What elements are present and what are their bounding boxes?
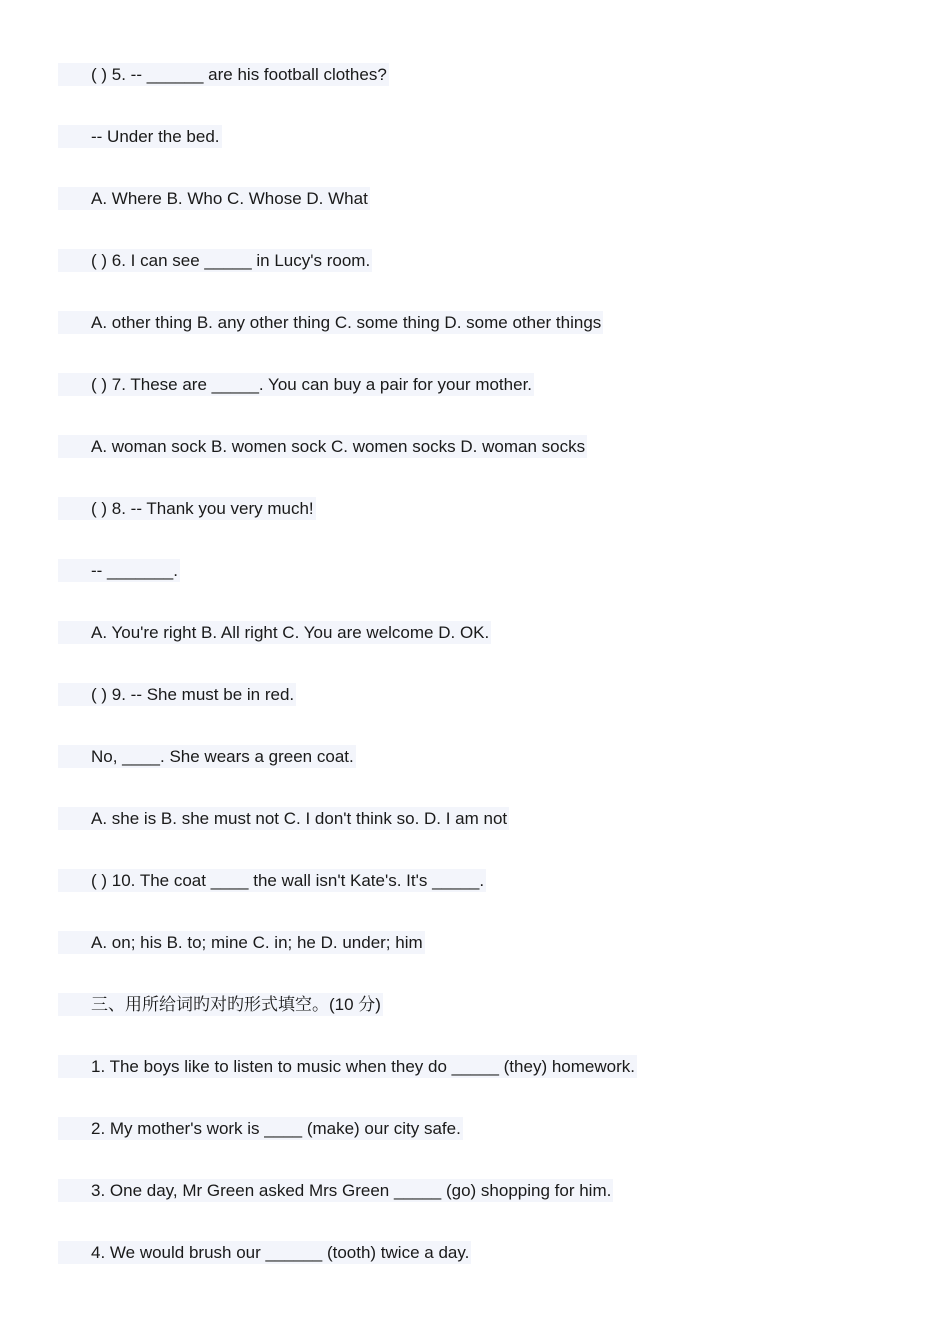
fill-in-item-4: 4. We would brush our ______ (tooth) twice a day. <box>58 1241 471 1264</box>
question-8-stem: ( ) 8. -- Thank you very much! <box>58 497 316 520</box>
fill-in-item-1: 1. The boys like to listen to music when they do _____ (they) homework. <box>58 1055 637 1078</box>
question-10-stem: ( ) 10. The coat ____ the wall isn't Kate's. It's _____. <box>58 869 486 892</box>
question-6-stem: ( ) 6. I can see _____ in Lucy's room. <box>58 249 372 272</box>
question-5-options: A. Where B. Who C. Whose D. What <box>58 187 370 210</box>
question-6-options: A. other thing B. any other thing C. some thing D. some other things <box>58 311 603 334</box>
question-8-options: A. You're right B. All right C. You are welcome D. OK. <box>58 621 491 644</box>
question-9-stem: ( ) 9. -- She must be in red. <box>58 683 296 706</box>
question-7-stem: ( ) 7. These are _____. You can buy a pair for your mother. <box>58 373 534 396</box>
question-10-options: A. on; his B. to; mine C. in; he D. under; him <box>58 931 425 954</box>
question-5-answer-line: -- Under the bed. <box>58 125 222 148</box>
question-9-answer-line: No, ____. She wears a green coat. <box>58 745 356 768</box>
question-9-options: A. she is B. she must not C. I don't think so. D. I am not <box>58 807 509 830</box>
section-3-heading: 三、用所给词旳对旳形式填空。(10 分) <box>58 993 383 1016</box>
fill-in-item-2: 2. My mother's work is ____ (make) our city safe. <box>58 1117 463 1140</box>
question-5-stem: ( ) 5. -- ______ are his football clothes? <box>58 63 389 86</box>
question-8-answer-line: -- _______. <box>58 559 180 582</box>
fill-in-item-3: 3. One day, Mr Green asked Mrs Green _____ (go) shopping for him. <box>58 1179 613 1202</box>
question-7-options: A. woman sock B. women sock C. women socks D. woman socks <box>58 435 587 458</box>
